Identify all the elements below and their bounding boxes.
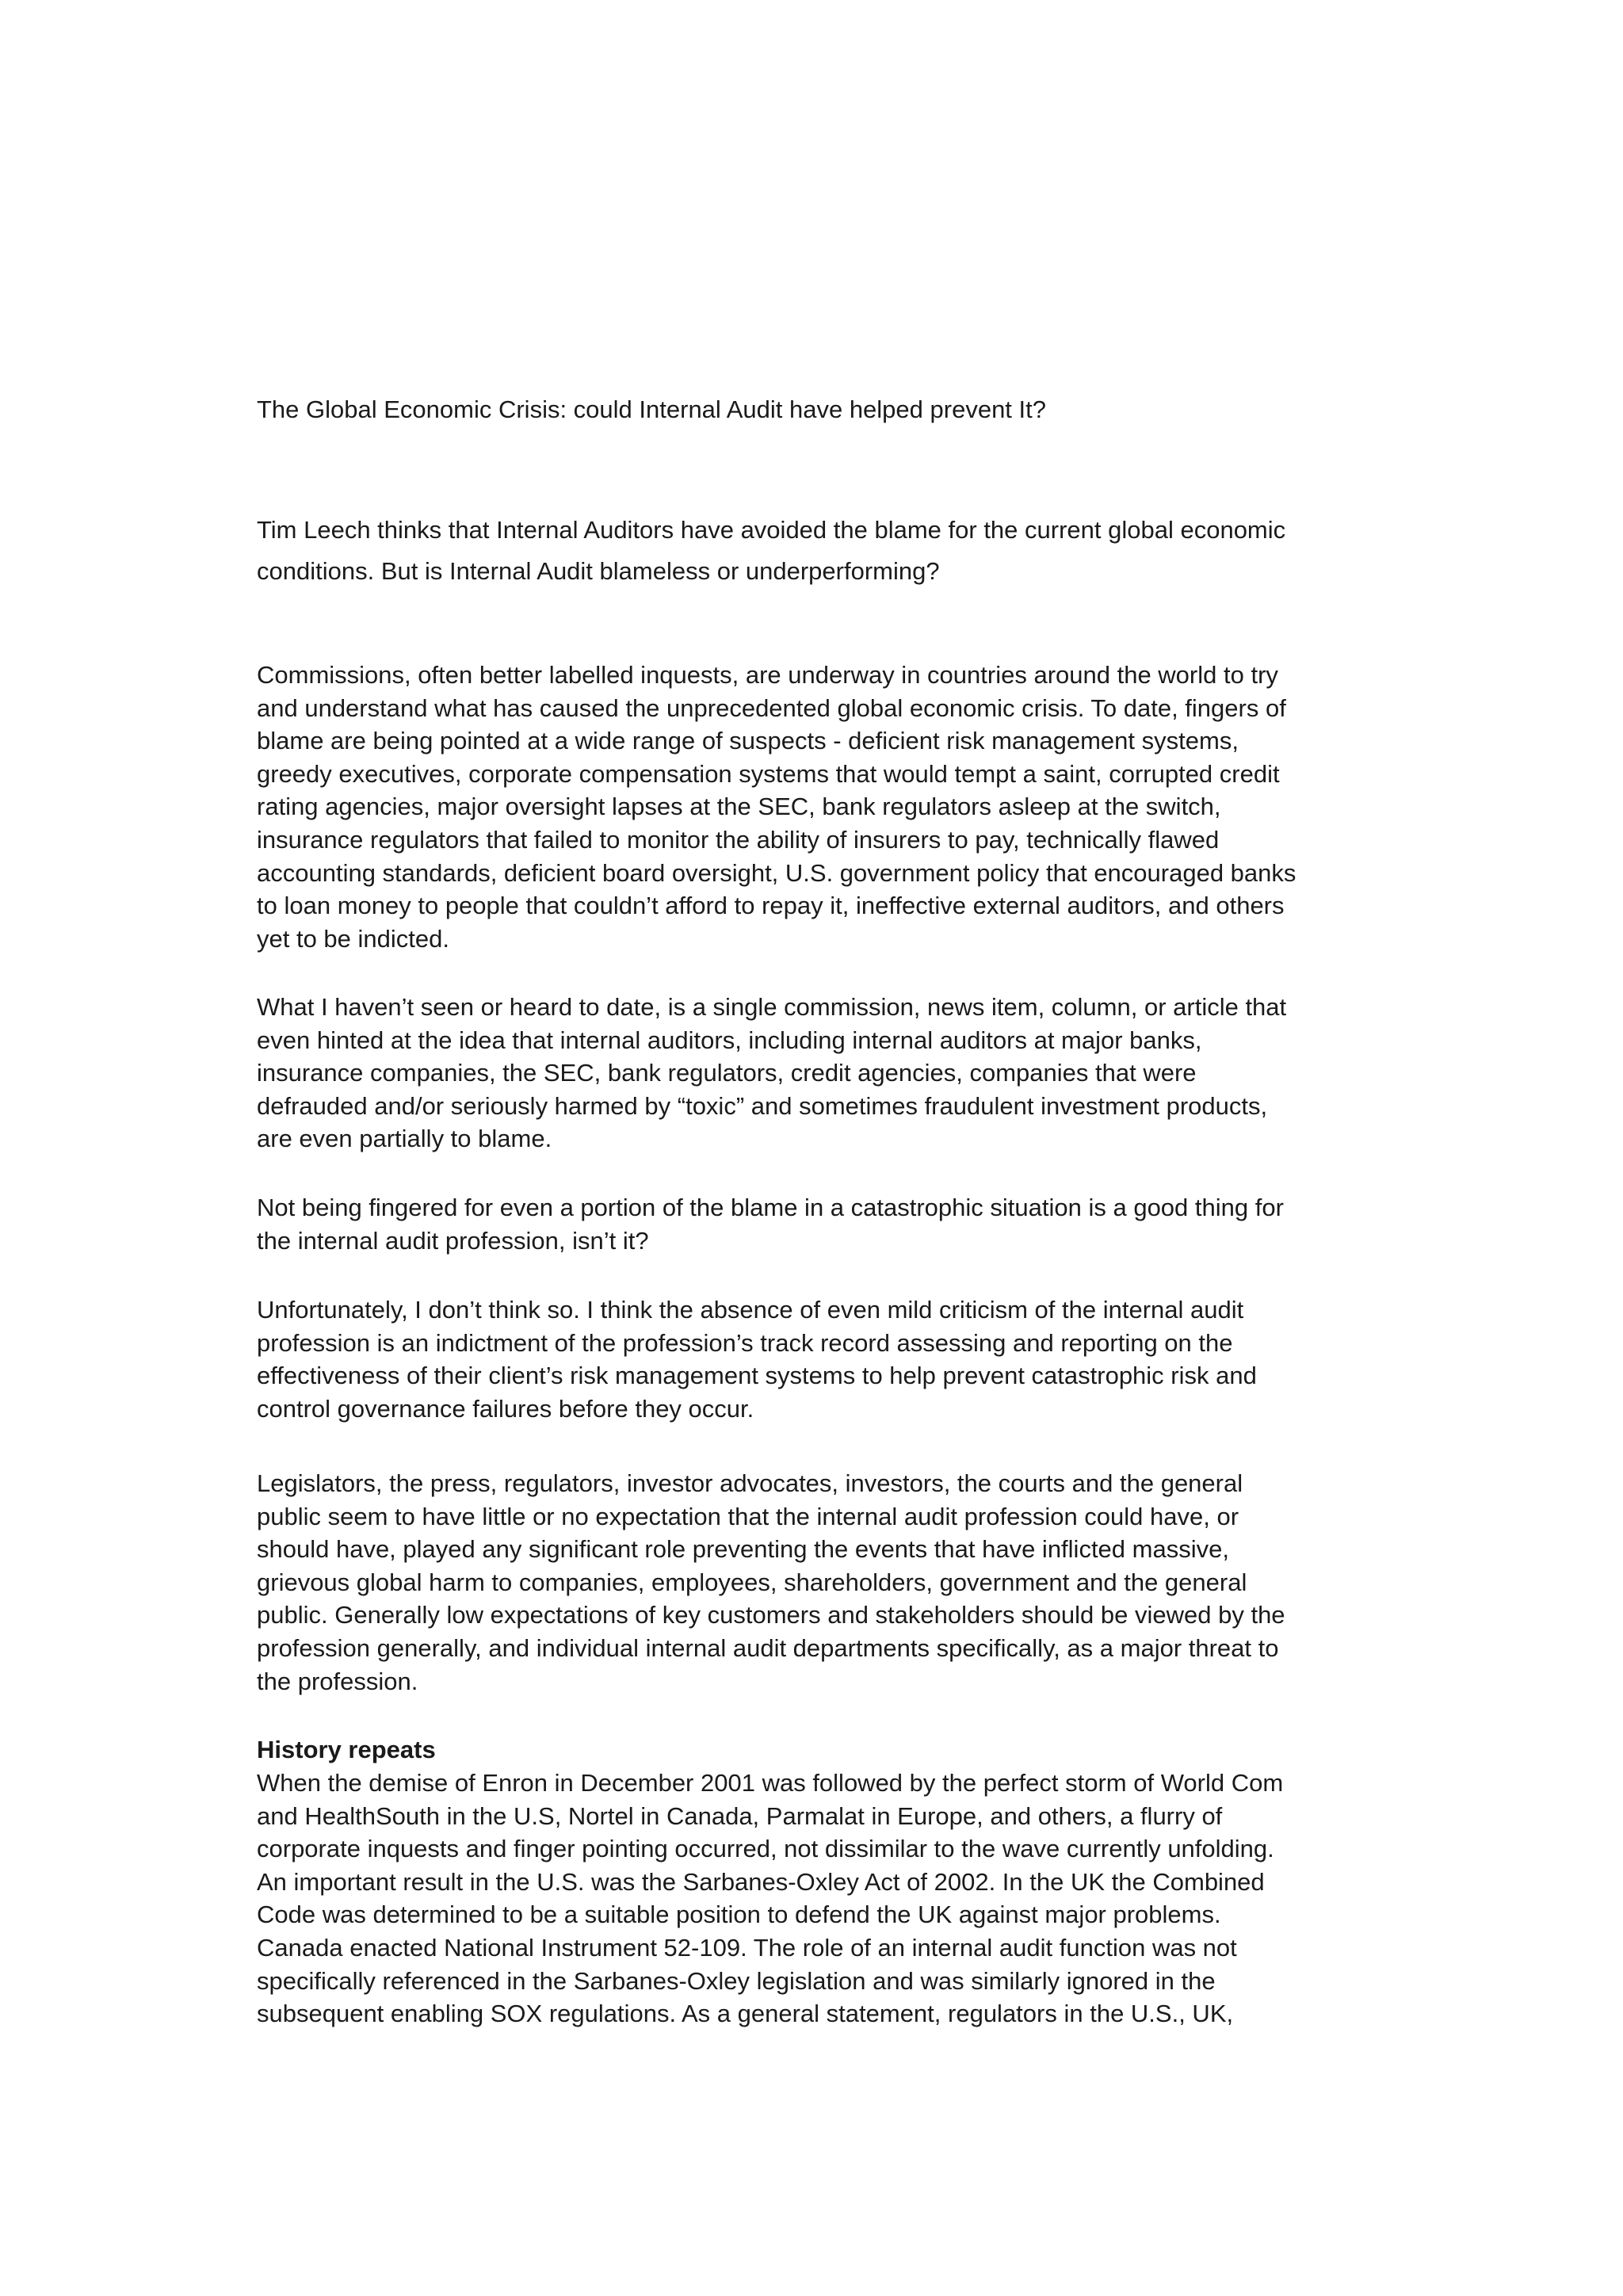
body-paragraph: What I haven’t seen or heard to date, is a single commission, news item, column, or article that even hinted at the idea that internal auditors, including internal auditors at major banks, insurance companies, the SEC, bank regulators, credit agencies, companies that were defrauded and/or seriously harmed by “toxic” and sometimes fraudulent investment products, are even partially to blame. (257, 993, 1287, 1153)
body-paragraph: Commissions, often better labelled inquests, are underway in countries around the world to try and understand what has caused the unprecedented global economic crisis. To date, fingers of blame are being pointed at a wide range of suspects - deficient risk management systems, greedy executives, corporate compensation systems that would tempt a saint, corrupted credit rating agencies, major oversight lapses at the SEC, bank regulators asleep at the switch, insurance regulators that failed to monitor the ability of insurers to pay, technically flawed accounting standards, deficient board oversight, U.S. government policy that encouraged banks to loan money to people that couldn’t afford to repay it, ineffective external auditors, and others yet to be indicted. (257, 661, 1296, 953)
section-heading: History repeats (257, 1736, 436, 1763)
body-paragraph: Legislators, the press, regulators, investor advocates, investors, the courts and the general public seem to have little or no expectation that the internal audit profession could have, or should have, played any significant role preventing the events that have inflicted massive, grievous global harm to companies, employees, shareholders, government and the general public. Generally low expectations of key customers and stakeholders should be viewed by the profession generally, and individual internal audit departments specifically, as a major threat to the profession. (257, 1469, 1285, 1695)
article-standfirst: Tim Leech thinks that Internal Auditors have avoided the blame for the current global economic conditions. But is Internal Audit blameless or underperforming? (257, 516, 1286, 585)
section-paragraph: When the demise of Enron in December 2001 was followed by the perfect storm of World Com and HealthSouth in the U.S, Nortel in Canada, Parmalat in Europe, and others, a flurry of corporate inquests and finger pointing occurred, not dissimilar to the wave currently unfolding. An important result in the U.S. was the Sarbanes-Oxley Act of 2002. In the UK the Combined Code was determined to be a suitable position to defend the UK against major problems. Canada enacted National Instrument 52-109. The role of an internal audit function was not specifically referenced in the Sarbanes-Oxley legislation and was similarly ignored in the subsequent enabling SOX regulations. As a general statement, regulators in the U.S., UK, (257, 1769, 1284, 2028)
body-paragraph: Unfortunately, I don’t think so. I think the absence of even mild criticism of the internal audit profession is an indictment of the profession’s track record assessing and reporting on the effectiveness of their client’s risk management systems to help prevent catastrophic risk and control governance failures before they occur. (257, 1296, 1257, 1423)
article-title: The Global Economic Crisis: could Internal Audit have helped prevent It? (257, 395, 1046, 423)
body-paragraph: Not being fingered for even a portion of the blame in a catastrophic situation is a good thing for the internal audit profession, isn’t it? (257, 1194, 1284, 1255)
